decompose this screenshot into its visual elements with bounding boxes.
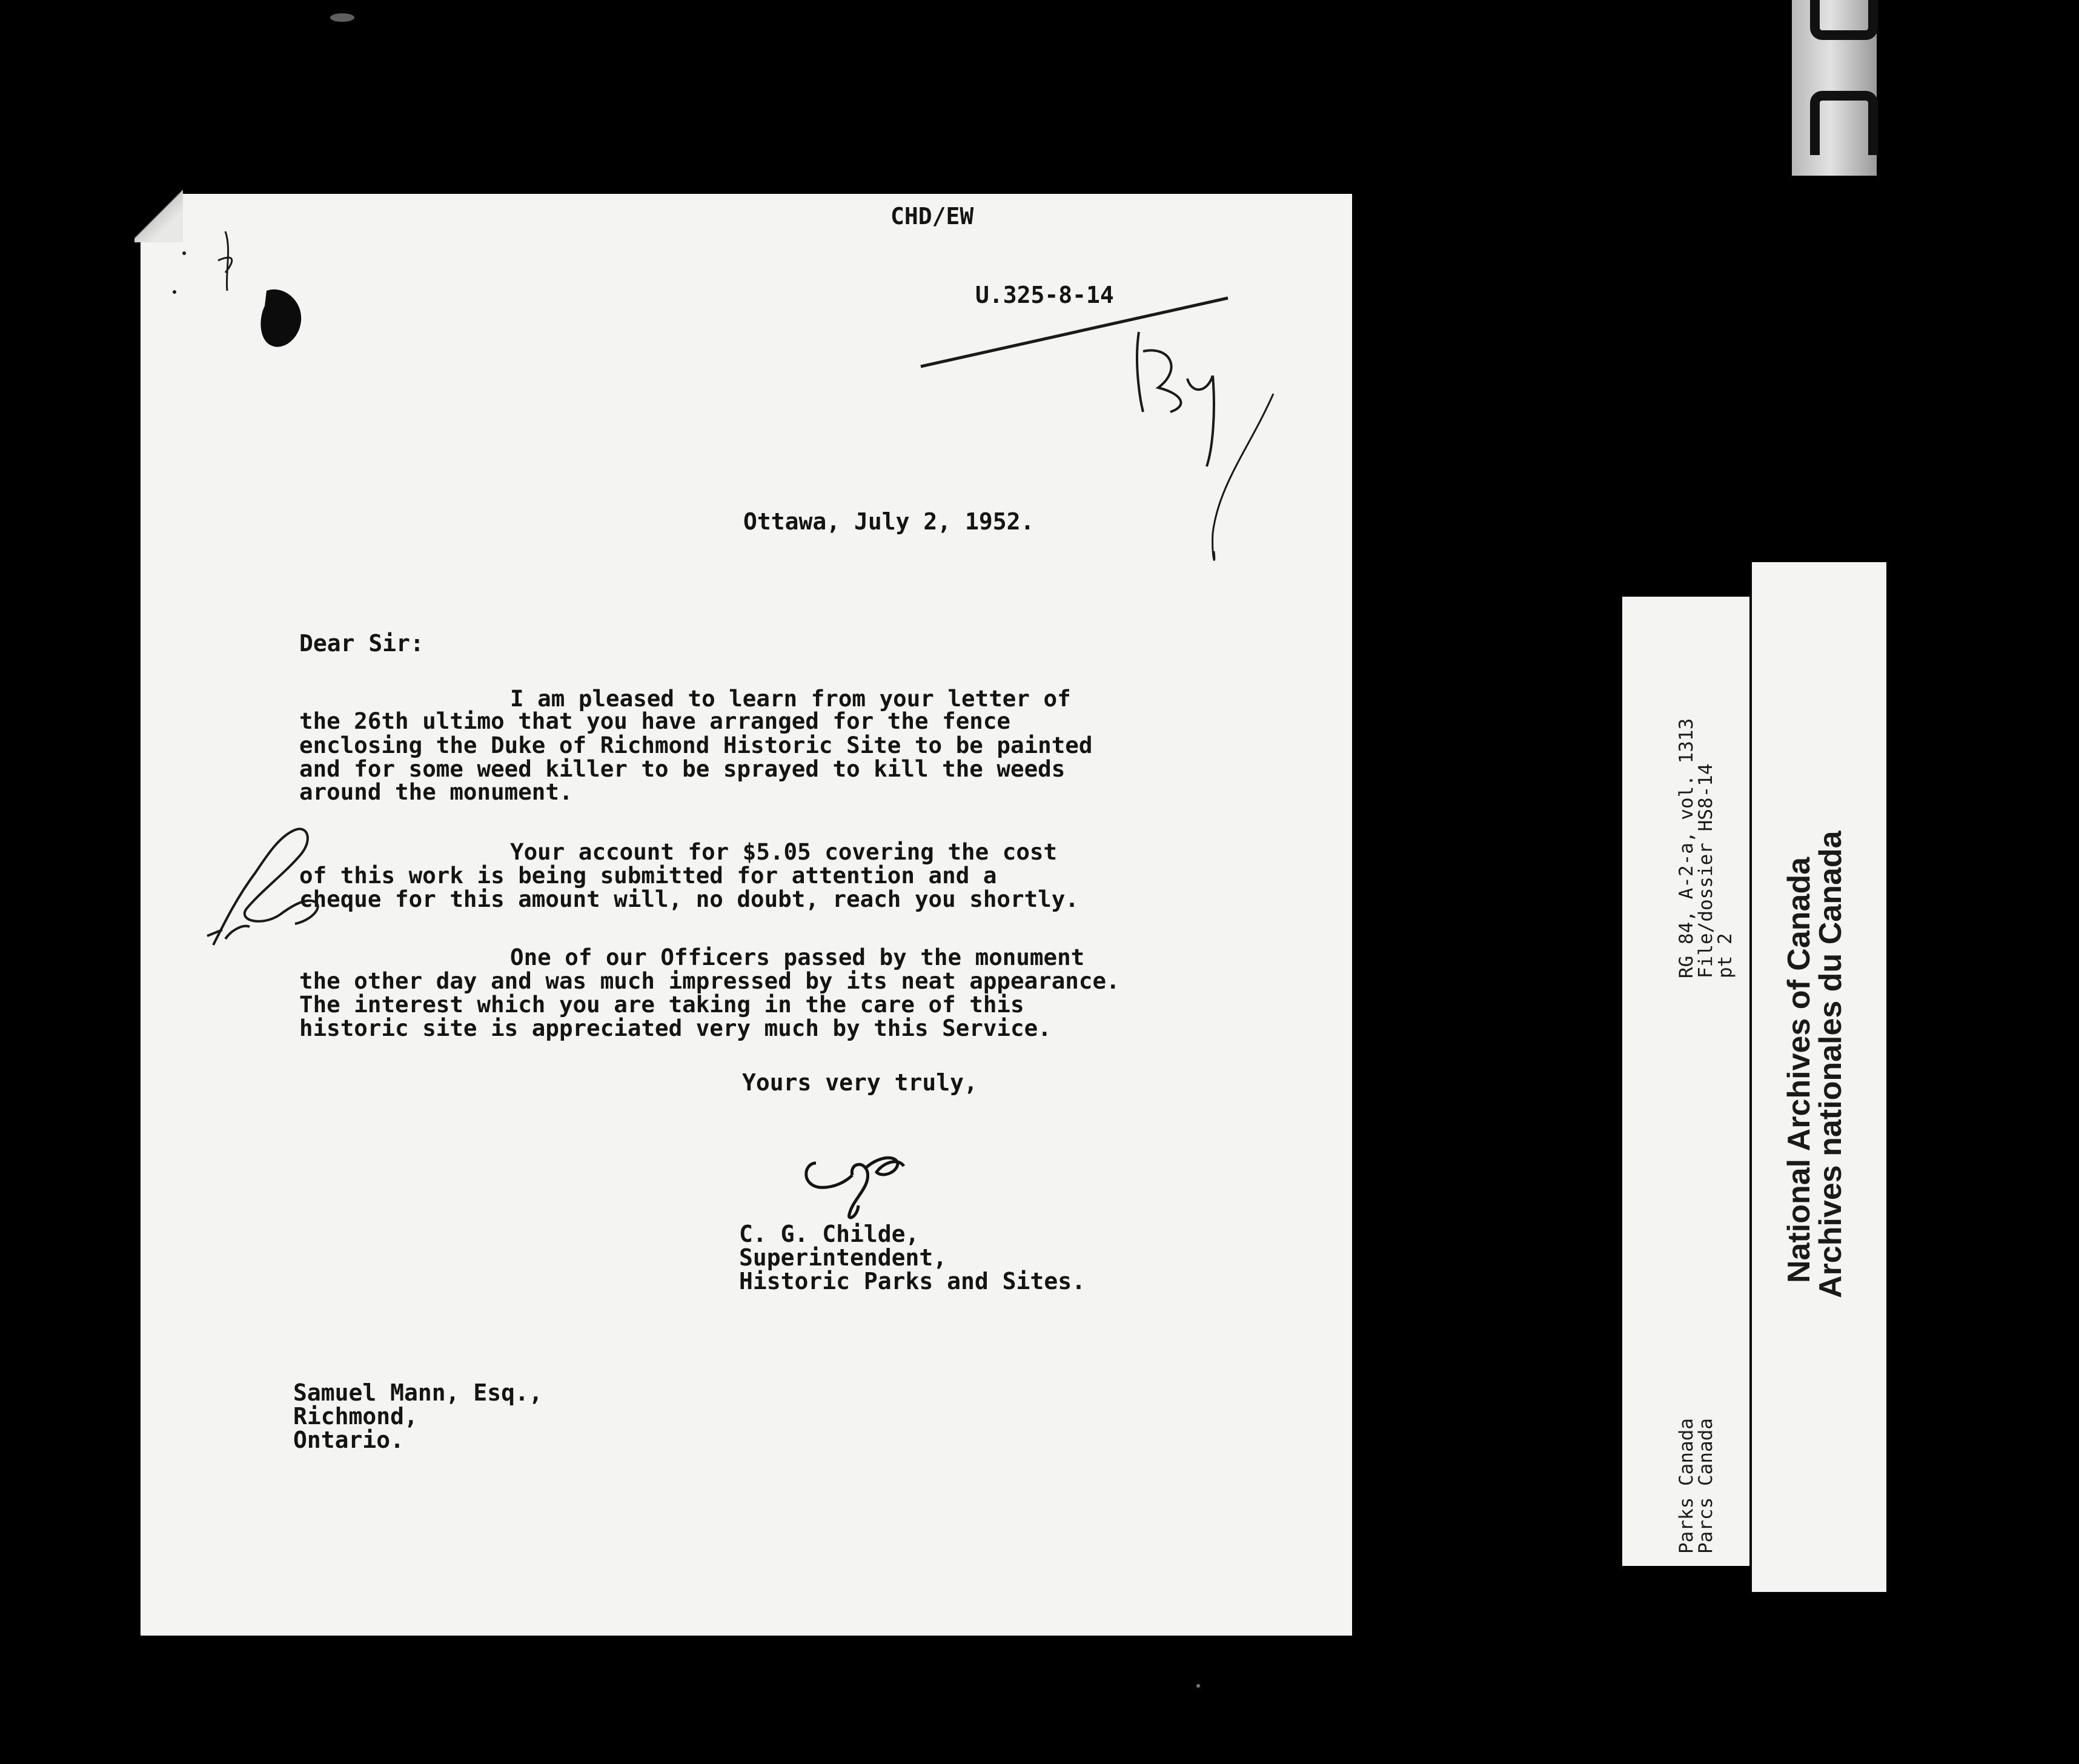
margin-dot-2: [173, 290, 176, 294]
paragraph-line: and for some weed killer to be sprayed to kill the weeds: [299, 755, 1066, 782]
paragraph-line: cheque for this amount will, no doubt, reach you shortly.: [299, 886, 1079, 912]
paragraph-line: the 26th ultimo that you have arranged for the fence: [299, 708, 1010, 734]
paragraph-line: One of our Officers passed by the monument: [510, 944, 1085, 970]
dust-speck: [1196, 1684, 1200, 1688]
signature-line: C. G. Childe,: [739, 1221, 920, 1247]
paragraph-line: historic site is appreciated very much by this Service.: [299, 1015, 1052, 1041]
paragraph-line: I am pleased to learn from your letter of: [510, 685, 1071, 712]
margin-mark: [218, 231, 232, 291]
film-mark-2: [1810, 91, 1878, 155]
signature-line: Historic Parks and Sites.: [739, 1268, 1086, 1295]
paragraph-line: enclosing the Duke of Richmond Historic Site to be painted: [299, 732, 1093, 758]
dust-speck: [330, 13, 354, 22]
institution-name-fr: Archives nationales du Canada: [1813, 831, 1848, 1298]
addressee-line: Samuel Mann, Esq.,: [293, 1379, 543, 1406]
paragraph-line: The interest which you are taking in the care of this: [299, 991, 1024, 1018]
handwritten-marks: [141, 194, 1352, 618]
paragraph-line: the other day and was much impressed by its neat appearance.: [299, 967, 1120, 994]
paragraph-line: around the monument.: [299, 778, 573, 805]
film-edge-marks: [1792, 0, 1877, 176]
handwritten-flourish: [1213, 394, 1273, 560]
addressee-line: Ontario.: [293, 1427, 405, 1453]
reference-line: RG 84, A-2-a, vol. 1313: [1676, 718, 1697, 978]
agency-line: Parks Canada: [1676, 1418, 1697, 1554]
archive-reference-label: [1622, 597, 1749, 1566]
reference-line: pt 2: [1714, 933, 1736, 978]
punch-blot: [260, 290, 301, 347]
closing: Yours very truly,: [742, 1069, 978, 1096]
strike-line: [921, 298, 1228, 366]
margin-scribble: [189, 806, 346, 963]
reference-line: File/dossier HS8-14: [1695, 763, 1717, 978]
signature-line: Superintendent,: [739, 1244, 947, 1271]
signature-initials: [792, 1139, 925, 1224]
letter-sheet: [141, 194, 1352, 1636]
paragraph-line: of this work is being submitted for attention and a: [299, 862, 997, 889]
national-archives-label: [1752, 562, 1886, 1592]
film-mark-1: [1810, 0, 1878, 40]
institution-name-en: National Archives of Canada: [1782, 857, 1817, 1283]
file-number: U.325-8-14: [975, 282, 1114, 308]
margin-dot-1: [182, 251, 186, 255]
handwritten-initial-by: [1137, 332, 1214, 466]
agency-line: Parcs Canada: [1695, 1418, 1717, 1554]
place-date: Ottawa, July 2, 1952.: [743, 508, 1035, 535]
salutation: Dear Sir:: [299, 630, 424, 657]
paragraph-line: Your account for $5.05 covering the cost: [510, 838, 1058, 865]
reference-initials: CHD/EW: [890, 203, 974, 230]
addressee-line: Richmond,: [293, 1403, 418, 1430]
